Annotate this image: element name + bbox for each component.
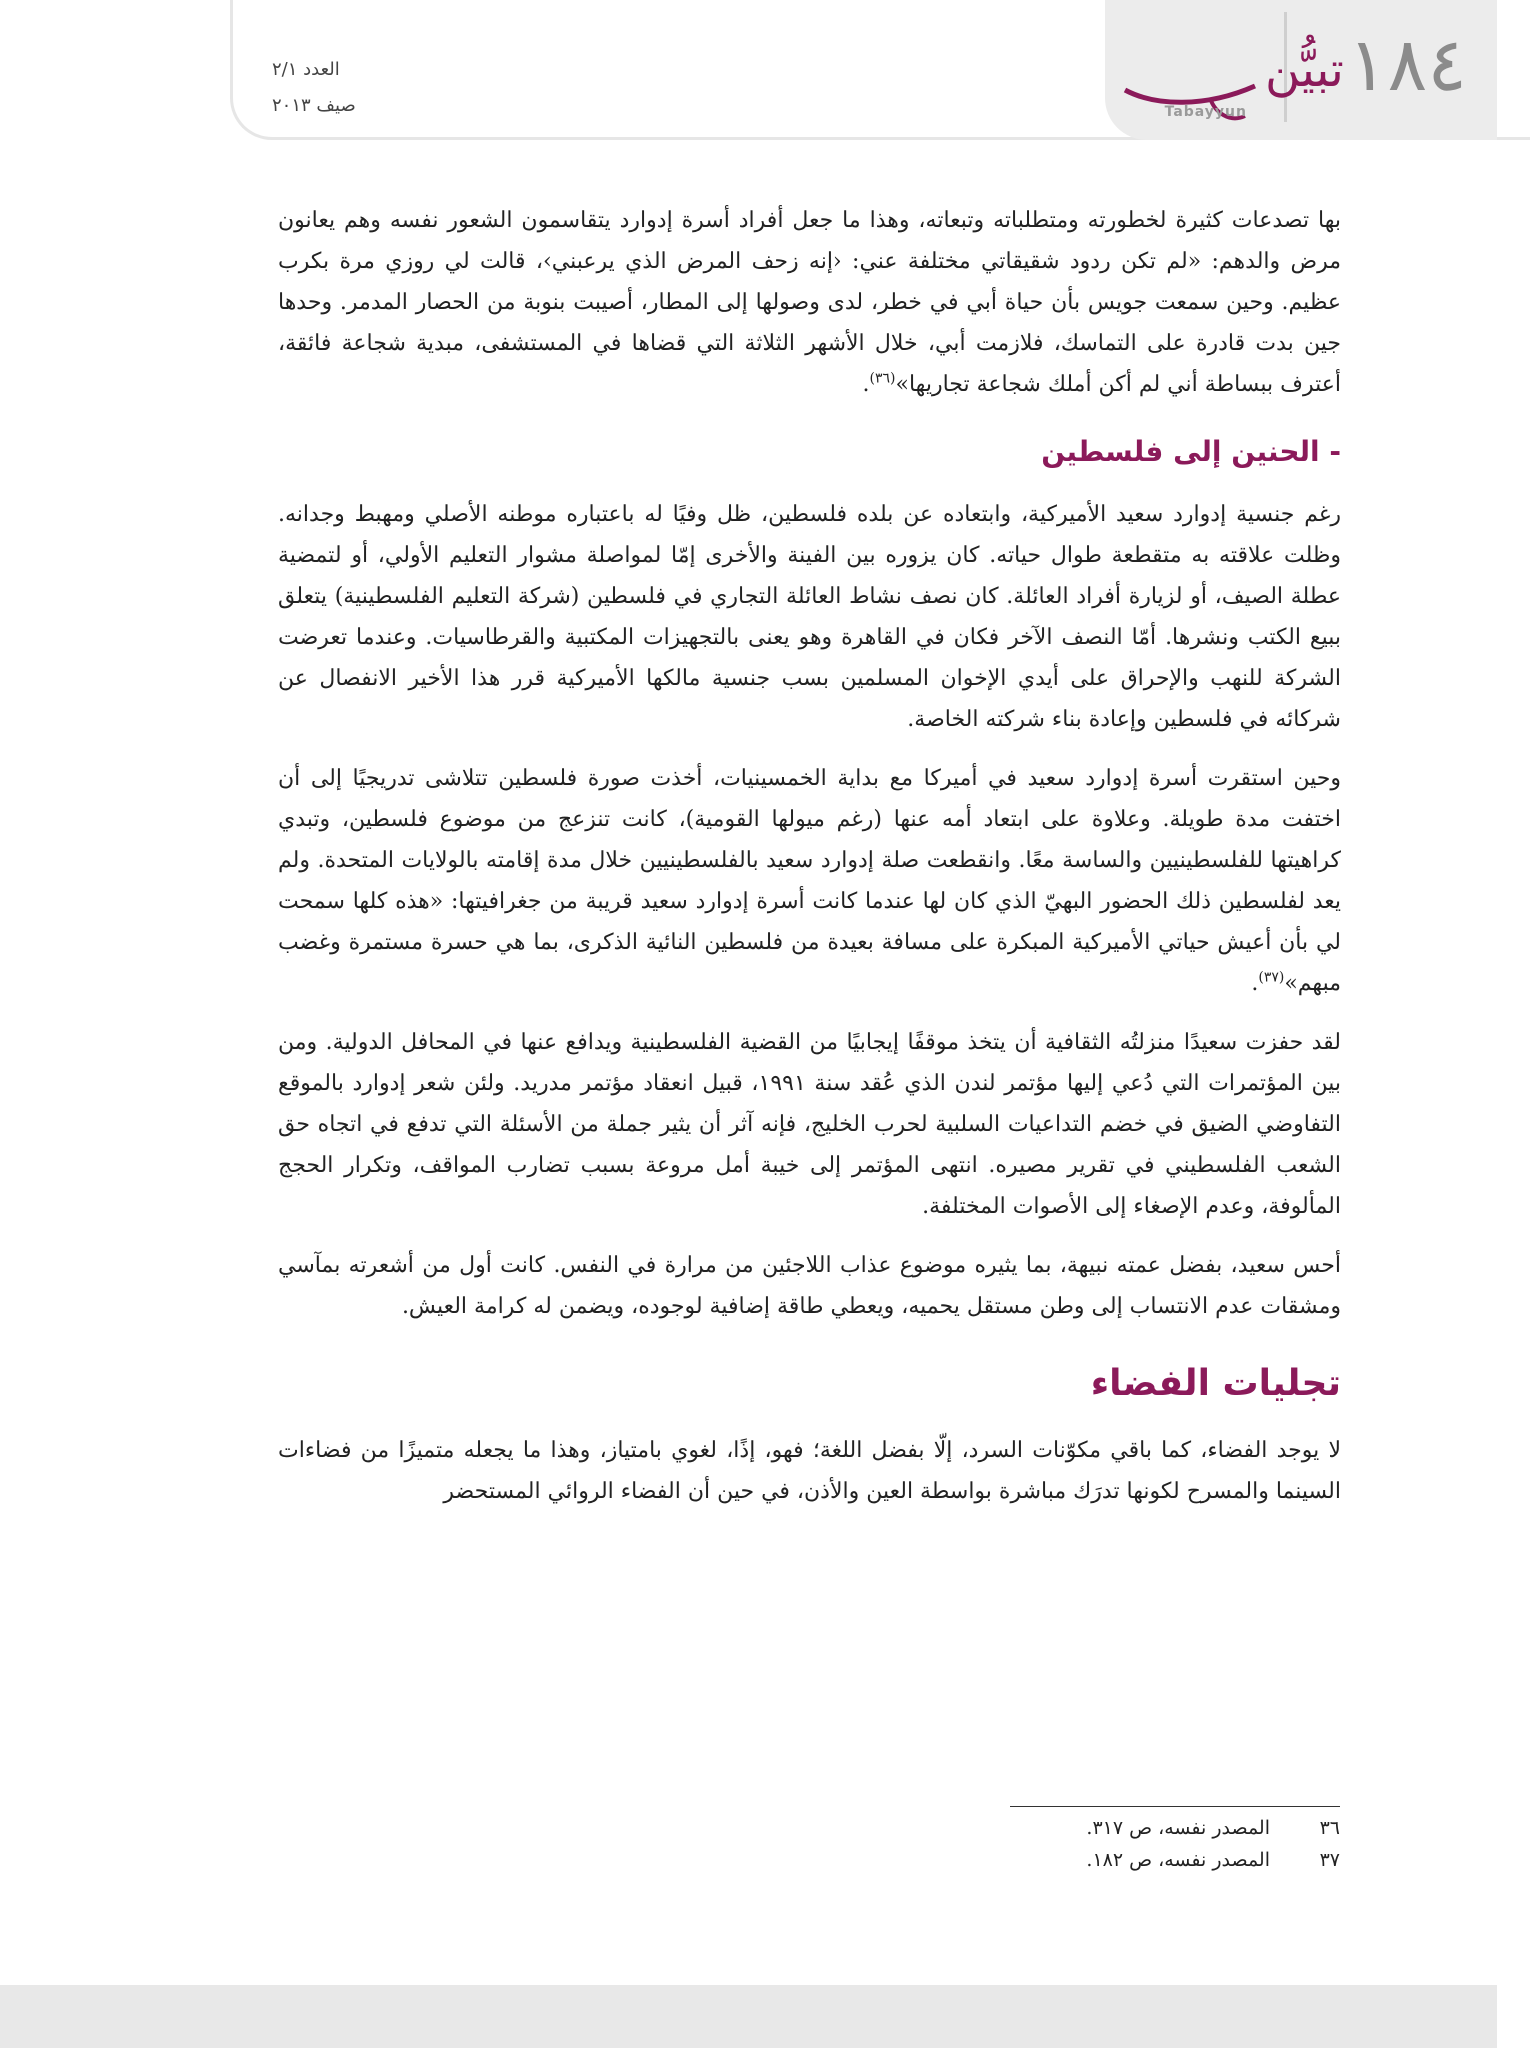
paragraph: رغم جنسية إدوارد سعيد الأميركية، وابتعاده عن بلده فلسطين، ظل وفيًا له باعتباره موطنه الأصلي ومهبط وجدانه. وظلت علاقته به متقطعة طوال حياته. كان يزوره بين الفينة والأخرى إمّا لمواصلة مشوار التعليم الأولي، أو لتمضية عطلة الصيف، أو لزيارة أفراد العائلة. كان نصف نشاط العائلة التجاري في فلسطين (شركة التعليم الفلسطينية) يتعلق ببيع الكتب ونشرها. أمّا النصف الآخر فكان في القاهرة وهو يعنى بالتجهيزات المكتبية والقرطاسيات. وعندما تعرضت الشركة للنهب والإحراق على أيدي الإخوان المسلمين بسب جنسية مالكها الأميركية قرر هذا الأخير الانفصال عن شركائه في فلسطين وإعادة بناء شركته الخاصة. xyxy=(278,502,1341,732)
paragraph: لقد حفزت سعيدًا منزلتُه الثقافية أن يتخذ موقفًا إيجابيًا من القضية الفلسطينية ويدافع عنها في المحافل الدولية. ومن بين المؤتمرات التي دُعي إليها مؤتمر لندن الذي عُقد سنة ١٩٩١، قبيل انعقاد مؤتمر مدريد. ولئن شعر إدوارد بالموقع التفاوضي الضيق في خضم التداعيات السلبية لحرب الخليج، فإنه آثر أن يثير جملة من الأسئلة التي تدفع في اتجاه حق الشعب الفلسطيني في تقرير مصيره. انتهى المؤتمر إلى خيبة أمل مروعة بسبب تضارب المواقف، وتكرار الحجج المألوفة، وعدم الإصغاء إلى الأصوات المختلفة. xyxy=(278,1030,1341,1219)
chapter-heading: تجليات الفضاء xyxy=(1090,1363,1341,1404)
footnote-rule xyxy=(1010,1806,1340,1807)
footnote-number: ٣٦ xyxy=(1319,1817,1340,1839)
page-number: ١٨٤ xyxy=(1347,22,1467,108)
paragraph: بها تصدعات كثيرة لخطورته ومتطلباته وتبعاته، وهذا ما جعل أفراد أسرة إدوارد يتقاسمون الشعور نفسه وهم يعانون مرض والدهم: «لم تكن ردود شقيقاتي مختلفة عني: ‹إنه زحف المرض الذي يرعبني›، قالت لي روزي مرة بكرب عظيم. وحين سمعت جويس بأن حياة أبي في خطر، لدى وصولها إلى المطار، أصيبت بنوبة من الحصار المدمر. وحدها جين بدت قادرة على التماسك، فلازمت أبي، خلال الأشهر الثلاثة التي قضاها في المستشفى، مبدية شجاعة فائقة، أعترف ببساطة أني لم أكن أملك شجاعة تجاريها»$^{(٣٦)}$. xyxy=(278,208,1341,397)
section-heading: - الحنين إلى فلسطين xyxy=(1041,435,1341,468)
issue-season: صيف ٢٠١٣ xyxy=(272,95,356,116)
page-footer-band xyxy=(0,1985,1497,2048)
article-body xyxy=(278,200,1341,1530)
footnote-ref-37[interactable]: (٣٧) xyxy=(1258,969,1285,986)
paragraph: أحس سعيد، بفضل عمته نبيهة، بما يثيره موضوع عذاب اللاجئين من مرارة في النفس. كانت أول من أشعرته بمآسي ومشقات عدم الانتساب إلى وطن مستقل يحميه، ويعطي طاقة إضافية لوجوده، ويضمن له كرامة العيش. xyxy=(278,1253,1341,1319)
footnote-ref-36[interactable]: (٣٦) xyxy=(869,370,896,387)
paragraph: وحين استقرت أسرة إدوارد سعيد في أميركا مع بداية الخمسينيات، أخذت صورة فلسطين تتلاشى تدريجيًا إلى أن اختفت مدة طويلة. وعلاوة على ابتعاد أمه عنها (رغم ميولها القومية)، كانت تنزعج من موضوع فلسطين، وتبدي كراهيتها للفلسطينيين والساسة معًا. وانقطعت صلة إدوارد سعيد بالفلسطينيين خلال مدة إقامته بالولايات المتحدة. ولم يعد لفلسطين ذلك الحضور البهيّ الذي كان لها عندما كانت أسرة إدوارد سعيد قريبة من جغرافيتها: «هذه كلها سمحت لي بأن أعيش حياتي الأميركية المبكرة على مسافة بعيدة من فلسطين النائية الذكرى، بما هي حسرة مستمرة وغضب مبهم»$^{(٣٧)}$. xyxy=(278,766,1341,996)
footnote-text: المصدر نفسه، ص ١٨٢. xyxy=(1086,1849,1270,1871)
logo-latin-text: Tabayyun xyxy=(1164,104,1247,120)
footnote-item xyxy=(900,1812,1340,1844)
issue-number: العدد ٢/١ xyxy=(272,59,340,80)
footnote-item xyxy=(900,1844,1340,1876)
issue-info xyxy=(272,52,356,124)
paragraph: لا يوجد الفضاء، كما باقي مكوّنات السرد، إلّا بفضل اللغة؛ فهو، إذًا، لغوي بامتياز، وهذا ما يجعله متميزًا من فضاءات السينما والمسرح لكونها تدرَك مباشرة بواسطة العين والأذن، في حين أن الفضاء الروائي المستحضر xyxy=(278,1438,1341,1504)
page-header xyxy=(0,0,1497,140)
footnotes xyxy=(900,1812,1340,1876)
logo-text: تبيُّن xyxy=(1265,42,1344,98)
footnote-number: ٣٧ xyxy=(1319,1849,1340,1871)
footnote-text: المصدر نفسه، ص ٣١٧. xyxy=(1086,1817,1270,1839)
